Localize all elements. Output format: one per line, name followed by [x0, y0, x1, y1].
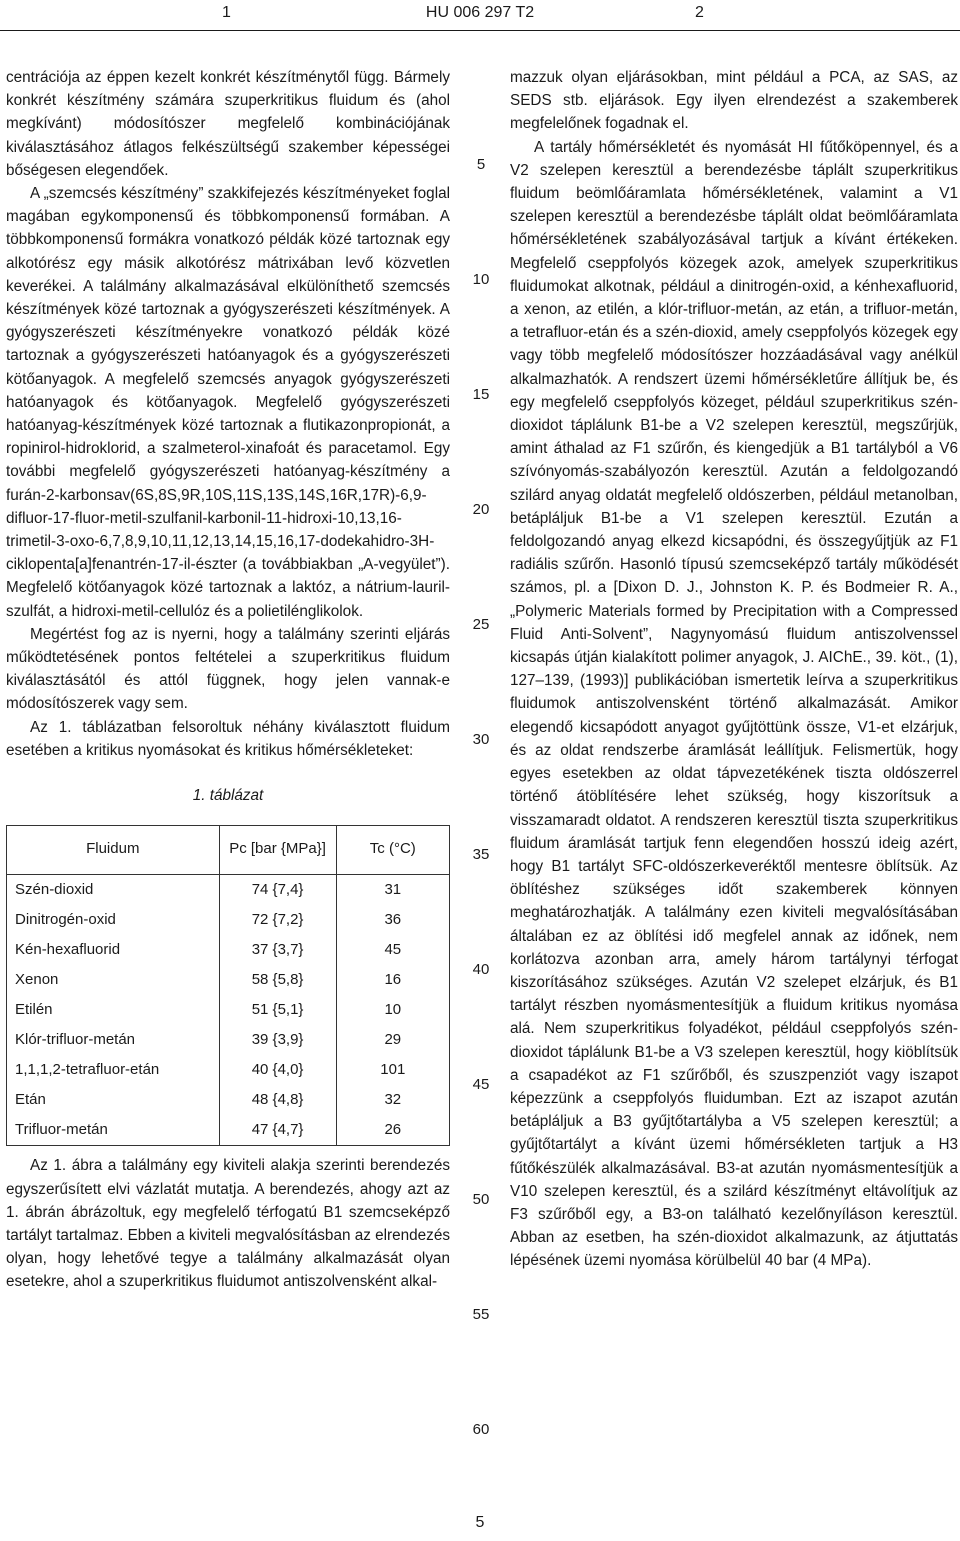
cell-tc: 101 — [336, 1055, 449, 1085]
cell-fluid: 1,1,1,2-tetrafluor-etán — [7, 1055, 220, 1085]
column-header-tc: Tc (°C) — [336, 826, 449, 875]
line-number: 60 — [472, 1421, 490, 1438]
table-row — [7, 1085, 450, 1115]
cell-pc: 37 {3,7} — [219, 935, 336, 965]
table-row — [7, 965, 450, 995]
left-paragraph: A „szemcsés készítmény” szakkifejezés készítményeket foglal magában egykomponensű és többkomponensű formában. A többkomponensű formákra vonatkozó példák közé tartoznak egy alkotórész egy másik alkotórész mátrixában levő közvetlen keverékei. A találmány alkalmazásával elkülöníthető szemcsés készítmények közé tartoznak a gyógyszerészeti készítmények. A gyógyszerészeti készítményekre vonatkozó példák közé tartoznak a gyógyszerészeti hatóanyagok és a gyógyszerészeti kötőanyagok. A megfelelő szemcsés anyagok gyógyszerészeti hatóanyagok és kötőanyagok. Megfelelő gyógyszerészeti hatóanyag-készítmények közé tartoznak a flutikazonpropionát, a ropinirol-hidroklorid, a szalmeterol-xinafoát és paracetamol. Egy további megfelelő gyógyszerészeti hatóanyag-készítmény a furán-2-karbonsav(6S,8S,9R,10S,11S,13S,14S,16R,17R)-6,9-difluor-17-fluor-metil-szulfanil-karbonil-11-hidroxi-10,13,16-trimetil-3-oxo-6,7,8,9,10,11,12,13,14,15,16,17-dodekahidro-3H-ciklopenta[a]fenantrén-17-il-észter (a továbbiakban „A-vegyület”). Megfelelő kötőanyagok közé tartoznak a laktóz, a nátrium-lauril-szulfát, a hidroxi-metil-cellulóz és a polietilénglikolok. — [6, 185, 450, 620]
cell-tc: 32 — [336, 1085, 449, 1115]
left-column — [6, 66, 450, 1294]
right-paragraph: mazzuk olyan eljárásokban, mint például a PCA, az SAS, az SEDS stb. eljárások. Egy ilyen elrendezést a szakemberek megfelelőnek fogadnak el. — [510, 69, 958, 133]
document-number: HU 006 297 T2 — [425, 4, 535, 21]
cell-fluid: Etilén — [7, 995, 220, 1025]
line-number: 30 — [472, 731, 490, 748]
cell-fluid: Etán — [7, 1085, 220, 1115]
cell-tc: 36 — [336, 905, 449, 935]
table-caption: 1. táblázat — [192, 787, 264, 805]
cell-pc: 47 {4,7} — [219, 1115, 336, 1146]
cell-tc: 10 — [336, 995, 449, 1025]
line-number: 20 — [472, 501, 490, 518]
cell-fluid: Trifluor-metán — [7, 1115, 220, 1146]
cell-pc: 48 {4,8} — [219, 1085, 336, 1115]
cell-tc: 31 — [336, 875, 449, 906]
line-number: 50 — [472, 1191, 490, 1208]
cell-tc: 45 — [336, 935, 449, 965]
table-header-row — [7, 826, 450, 875]
table-row — [7, 935, 450, 965]
cell-tc: 16 — [336, 965, 449, 995]
left-paragraph: Az 1. ábra a találmány egy kiviteli alakja szerinti berendezés egyszerűsített elvi vázlatát mutatja. A berendezés, ahogy azt az 1. ábrán ábrázoltuk, egy megfelelő térfogatú B1 szemcseképző tartályt tartalmaz. Ebben a kiviteli megvalósításban az elrendezés olyan, hogy lehetővé tegye a találmány alkalmazását olyan esetekre, ahol a szuperkritikus fluidumot antiszolvensként alkal- — [6, 1157, 450, 1291]
right-page-number: 2 — [695, 4, 704, 21]
cell-fluid: Xenon — [7, 965, 220, 995]
table-row — [7, 995, 450, 1025]
line-number: 40 — [472, 961, 490, 978]
right-paragraph: A tartály hőmérsékletét és nyomását HI fűtőköpennyel, és a V2 szelepen keresztül a berendezésbe táplált szuperkritikus fluidum beömlőáramlata hőmérsékletének, valamint a V1 szelepen keresztül a berendezésbe táplált oldat beömlőáramlata hőmérsékletének szabályozásával tartjuk a kívánt értékeken. Megfelelő cseppfolyós közegek azok, amelyek szuperkritikus fluidumokat alkotnak, például a dinitrogén-oxid, a kénhexafluorid, a xenon, az etilén, a klór-trifluor-metán, az etán, a trifluor-metán, a tetrafluor-etán és a szén-dioxid, amely cseppfolyós közegek egy vagy több megfelelő módosítószer hozzáadásával vagy anélkül alkalmazhatók. A rendszert üzemi hőmérsékletűre állítjuk be, és egy megfelelő cseppfolyós közeget, például szuperkritikus szén-dioxidot táplálunk B1-be a V2 szelepen keresztül, megszűrjük, amint áthalad az F1 szűrőn, és kiengedjük a B1 tartályból a V6 szívónyomás-szabályozón keresztül. Azután a feldolgozandó szilárd anyag oldatát megfelelő oldószerben, például metanolban, betápláljuk B1-be a V1 szelepen keresztül. Ezután a feldolgozandó anyag elkezd kicsapódni, és összegyűjtjük az F1 radiális szűrőn. Hasonló típusú szemcseképző tartály működését számos, pl. a [Dixon D. J., Johnston K. P. és Bodmeier R. A., „Polymeric Materials formed by Precipitation with a Compressed Fluid Anti-Solvent”, Nagynyomású fluidum antiszolvenssel kicsapás útján kialakított polimer anyagok, J. AIChE., 39. köt., (1), 127–139, (1993)] publikációban ismertetik leírva a szuperkritikus fluidumok antiszolvensként történő alkalmazását. Amikor elegendő kicsapódott anyagot gyűjtöttünk össze, V1-et elzárjuk, és az oldat rendszerbe áramlását leállítjuk. Felismertük, hogy egyes esetekben az oldat tápvezetékének tiszta oldószerrel történő átöblítésére lehet szükség, hogy kiszorítsuk a visszamaradt oldatot. A rendszeren keresztül tiszta szuperkritikus fluidum áramlását tartjuk fenn elegendően hosszú ideig azért, hogy B1 tartályt SFC-oldószerkeveréktől mentesre öblítsük. Az öblítéshez szükséges időt szakemberek könnyen meghatározhatják. A találmány ezen kiviteli megvalósításában általában ez az öblítési idő megfelel annak az időnek, nem korlátozva azonban arra, amely három tartálynyi térfogat kiszorításához szükséges. Azután V2 szelepet elzárjuk, és B1 tartályt részben nyomásmentesítjük a fluidum kritikus nyomása alá. Nem szuperkritikus folyadékot, például cseppfolyós szén-dioxidot táplálunk B1-be a V3 szelepen keresztül, hogy kiöblítsük a csapadékot az F1 szűrőből, és szuszpenziót vagy iszapot képezzünk a cseppfolyós fluidumban. Ezt az iszapot azután betápláljuk a B3 gyűjtőtartályba a V5 szelepen keresztül; a gyűjtőtartályt a kívánt üzemi hőmérsékleten tartjuk a H3 fűtőkészülék alkalmazásával. B3-at azután nyomásmentesítjük a V10 szelepen keresztül, és a szilárd készítményt eltávolítjuk az F3 szűrőből egy, a B3-on található kezelőnyíláson keresztül. Abban az esetben, ha szén-dioxidot alkalmazunk, az átjuttatás lépésének üzemi nyomása körülbelül 40 bar (4 MPa). — [510, 138, 958, 1270]
cell-pc: 51 {5,1} — [219, 995, 336, 1025]
line-number: 15 — [472, 386, 490, 403]
table-row — [7, 905, 450, 935]
right-column — [510, 66, 958, 1273]
cell-tc: 29 — [336, 1025, 449, 1055]
line-number: 55 — [472, 1306, 490, 1323]
column-header-pc: Pc [bar {MPa}] — [219, 826, 336, 875]
cell-pc: 40 {4,0} — [219, 1055, 336, 1085]
critical-values-table — [6, 825, 450, 1146]
cell-pc: 58 {5,8} — [219, 965, 336, 995]
cell-pc: 74 {7,4} — [219, 875, 336, 906]
line-number: 5 — [476, 156, 486, 173]
cell-pc: 72 {7,2} — [219, 905, 336, 935]
page-footer-number: 5 — [475, 1514, 485, 1531]
line-number: 35 — [472, 846, 490, 863]
cell-fluid: Klór-trifluor-metán — [7, 1025, 220, 1055]
cell-fluid: Dinitrogén-oxid — [7, 905, 220, 935]
header-rule — [0, 30, 960, 31]
cell-fluid: Kén-hexafluorid — [7, 935, 220, 965]
line-number: 25 — [472, 616, 490, 633]
cell-tc: 26 — [336, 1115, 449, 1146]
left-paragraph: Megértést fog az is nyerni, hogy a találmány szerinti eljárás működtetésének pontos feltételei a szuperkritikus fluidum kiválasztásától és attól függnek, hogy jelen vannak-e módosítószerek vagy sem. — [6, 625, 450, 713]
cell-fluid: Szén-dioxid — [7, 875, 220, 906]
table-row — [7, 875, 450, 906]
table-row — [7, 1055, 450, 1085]
column-header-fluid: Fluidum — [7, 826, 220, 875]
page-header — [0, 0, 960, 32]
table-row — [7, 1025, 450, 1055]
left-paragraph: centrációja az éppen kezelt konkrét készítménytől függ. Bármely konkrét készítmény számára szuperkritikus fluidum és (ahol megkívánt) módosítószer megfelelő kombinációjának kiválasztásához átlagos felkészültségű szakember képességei bőségesen elegendőek. — [6, 69, 450, 179]
left-paragraph: Az 1. táblázatban felsoroltuk néhány kiválasztott fluidum esetében a kritikus nyomásokat és kritikus hőmérsékleteket: — [6, 718, 450, 759]
line-number: 10 — [472, 271, 490, 288]
table-row — [7, 1115, 450, 1146]
line-number: 45 — [472, 1076, 490, 1093]
left-page-number: 1 — [222, 4, 231, 21]
cell-pc: 39 {3,9} — [219, 1025, 336, 1055]
